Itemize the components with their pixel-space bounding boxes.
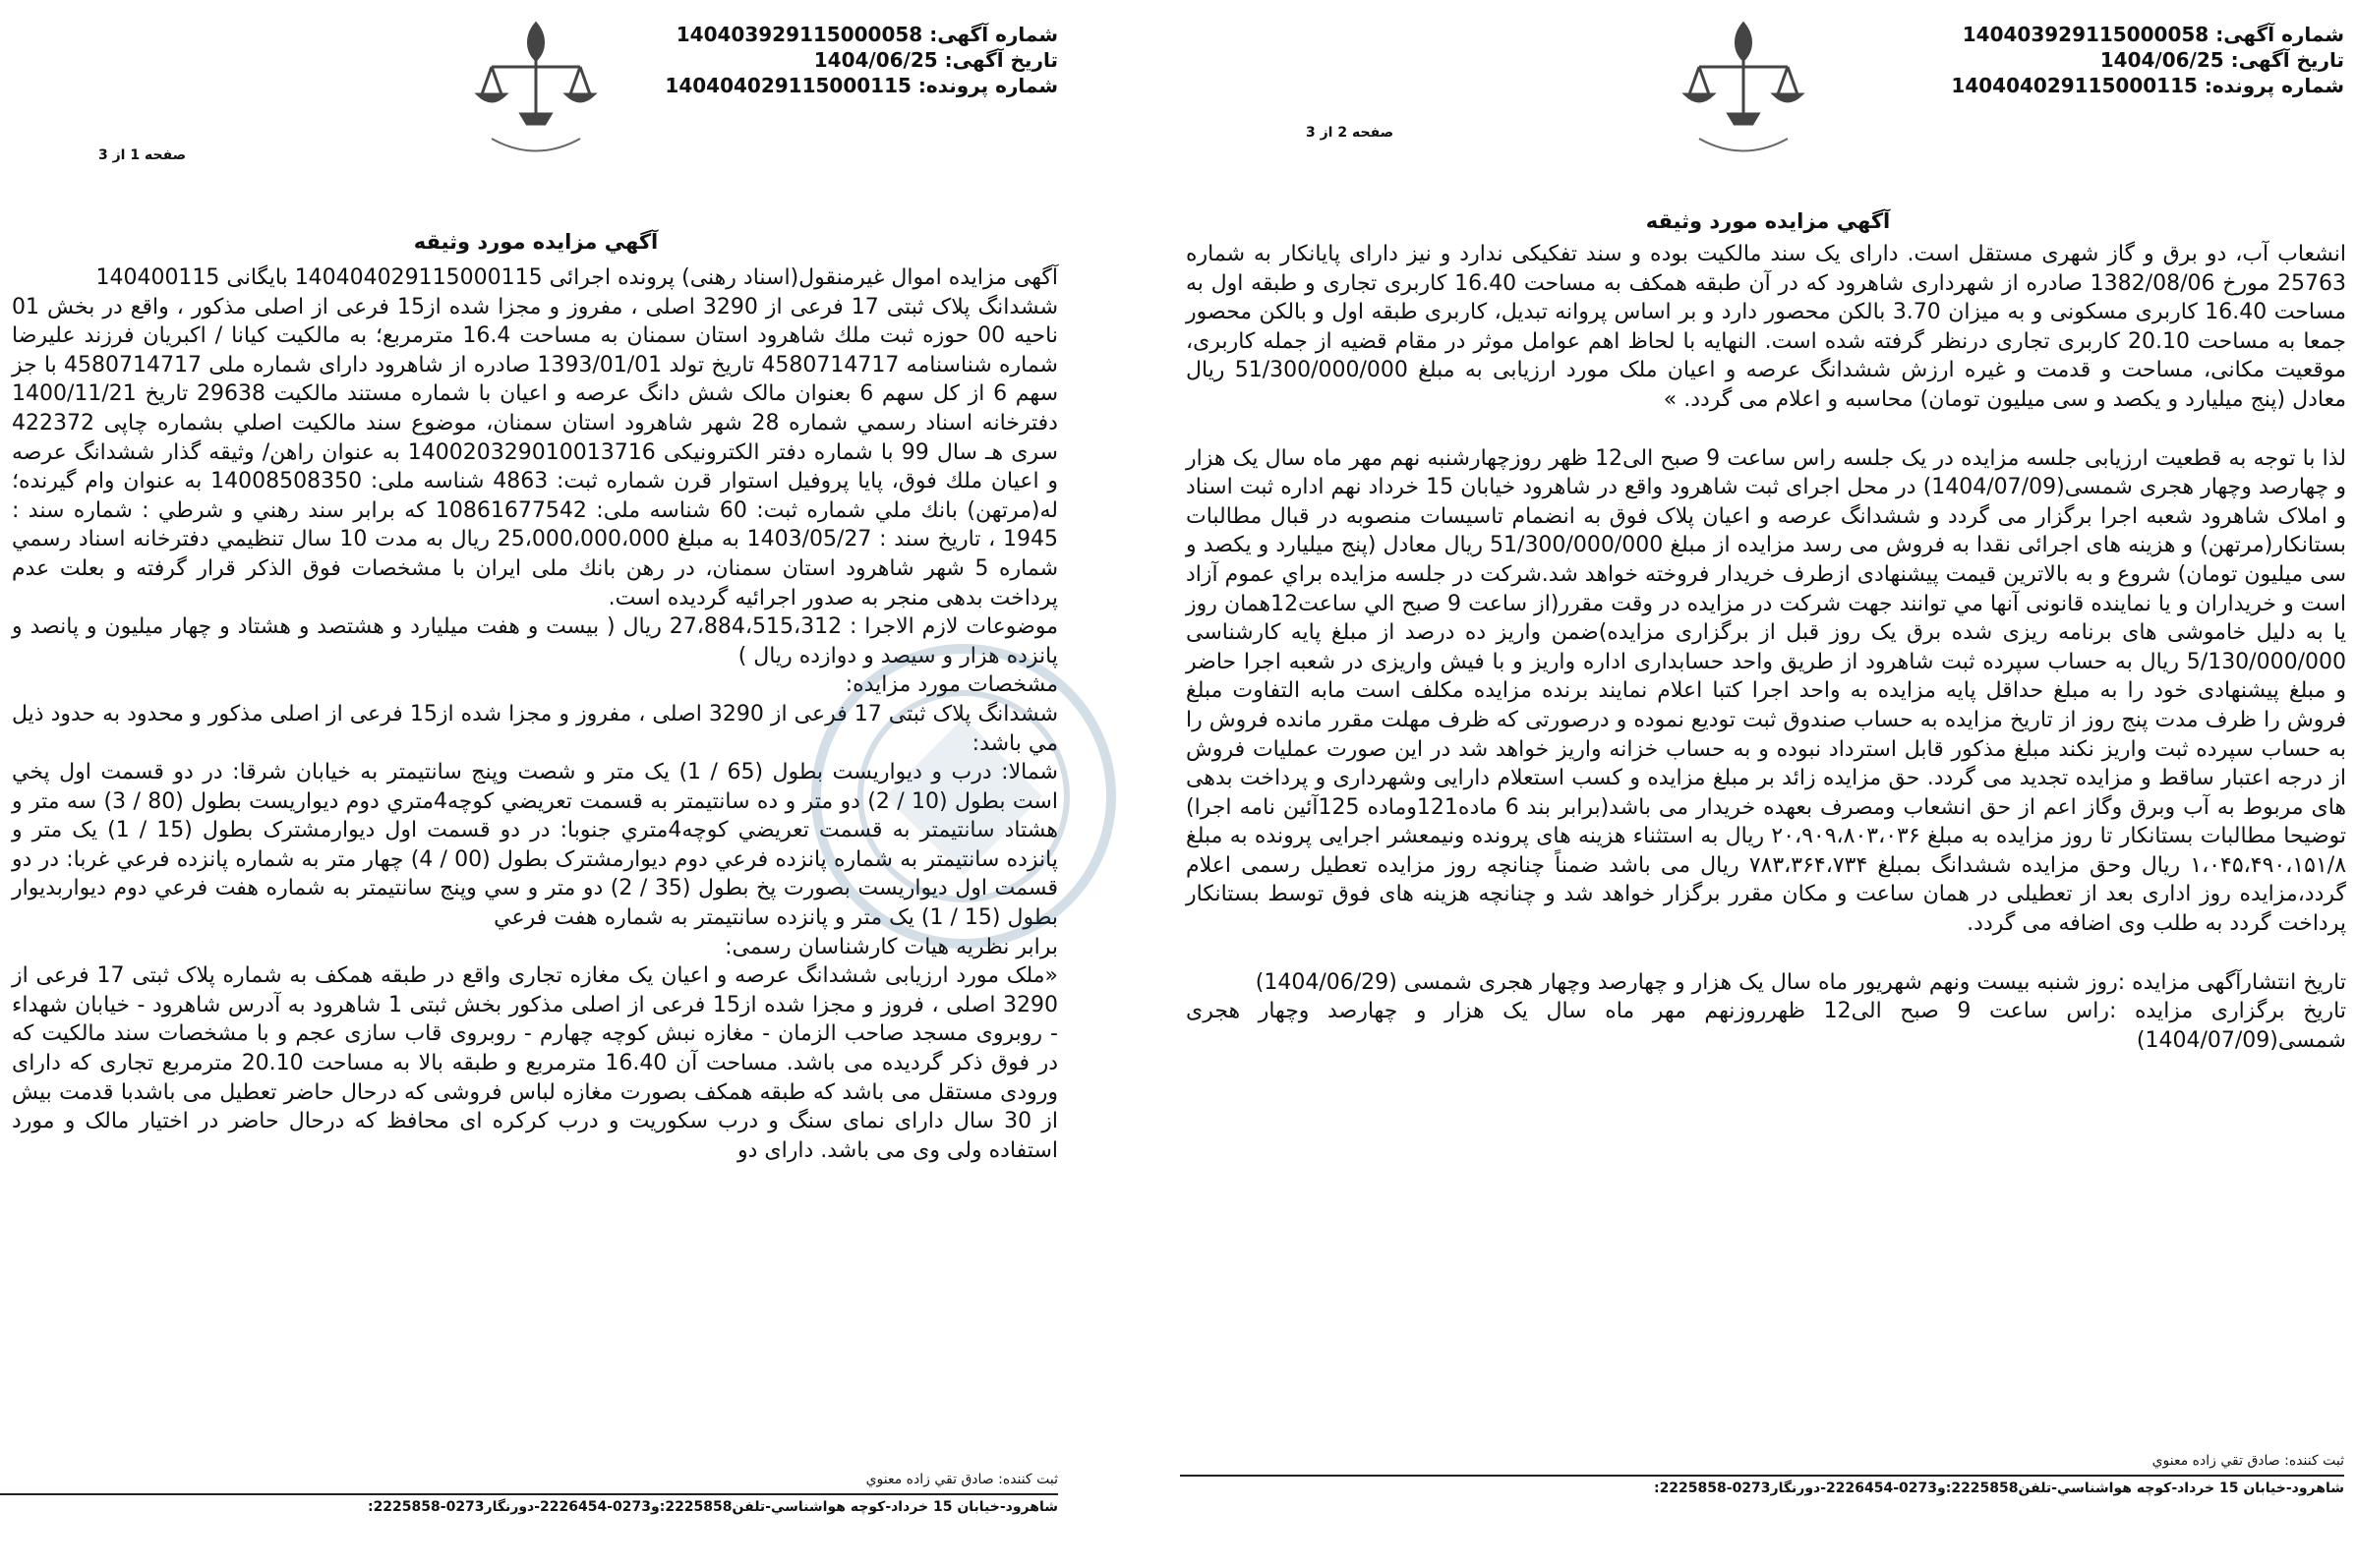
ad-number: 140403929115000058 [676,23,923,46]
judiciary-emblem-icon [1670,6,1817,163]
paragraph: موضوعات لازم الاجرا : 27،884،515،312 ریال ( بیست و هفت میلیارد و هشتصد و هشتاد و چهار میلیون و پانصد و پانزده هزار و سیصد و دوازده ریال ) [12,614,1058,668]
ad-date: 1404/06/25 [813,48,938,72]
ad-number-label: شماره آگهی: [2215,23,2344,46]
page-footer [1180,1451,2344,1498]
file-number-label: شماره پرونده: [2204,74,2344,97]
paragraph: تاریخ برگزاری مزایده :راس ساعت 9 صبح الی12 ظهرروزنهم مهر ماه سال یک هزار و چهارصد وچهار هجری شمسی(1404/07/09) [1186,999,2346,1053]
paragraph: ششدانگ پلاک ثبتی 17 فرعی از 3290 اصلی ، مفروز و مجزا شده از15 فرعی از اصلی مذکور و محدود به حدود ذيل مي باشد: [12,701,1058,756]
ad-date: 1404/06/25 [2099,48,2224,72]
page-number: صفحه 2 از 3 [1306,125,1394,141]
footer-address: شاهرود-خيابان 15 خرداد-کوچه هواشناسي-تلفن2225858:و0273-2226454-دورنگار0273-2225858: [0,1493,1058,1517]
paragraph: لذا با توجه به قطعيت ارزيابی جلسه مزايده در يک جلسه راس ساعت 9 صبح الی12 ظهر روزچهارشنبه نهم مهر ماه سال یک هزار و چهارصد وچهار هجری شمسی(1404/07/09) در محل اجرای ثبت شاهرود واقع در شاهرود خیابان 15 خرداد نهم اداره ثبت اسناد و املاک شاهرود شعبه اجرا برگزار می گردد و ششدانگ عرصه و اعیان پلاک فوق به انضمام تاسیسات منصوبه در قبال مطالبات بستانکار(مرتهن) و هزینه های اجرائی نقدا به فروش می رسد مزایده از مبلغ 51/300/000/000 ریال معادل (پنج میلیارد و یکصد و سی میلیون تومان) شروع و به بالاترین قیمت پیشنهادی ازطرف خریدار فروخته خواهد شد.شرکت در جلسه مزایده براي عموم آزاد است و خريداران و يا نماينده قانونی آنها مي توانند جهت شرکت در مزايده در وقت مقرر(از ساعت 9 صبح الي ساعت12همان روز يا به دليل خاموشی های برنامه ريزی شده برق يک روز قبل از برگزاری مزايده)ضمن واريز ده درصد از مبلغ پايه کارشناسی 5/130/000/000 ريال به حساب سپرده ثبت شاهرود از طريق واحد حسابداری اداره واريز و با فيش واريزی در شعبه اجرا حاضر و مبلغ پيشنهادی خود را به مبلغ حداقل پايه مزايده به واحد اجرا کتبا اعلام نمايند برنده مزايده مکلف است مابه التفاوت مبلغ فروش را ظرف مدت پنج روز از تاريخ مزايده به حساب صندوق ثبت توديع نموده و درصورتی که ظرف مهلت مقرر مانده فروش را به حساب سپرده ثبت واريز نکند مبلغ مذکور قابل استرداد نبوده و به حساب خزانه واريز خواهد شد در اين صورت عمليات فروش از درجه اعتبار ساقط و مزايده تجديد می گردد. حق مزایده زائد بر مبلغ مزایده و کسب استعلام دارایی وشهرداری و پرداخت بدهی های مربوط به آب وبرق وگاز اعم از حق انشعاب ومصرف بعهده خریدار می باشد(برابر بند 6 ماده121وماده 125آئین نامه اجرا) توضیحا مطالبات بستانکار تا روز مزایده به مبلغ ۲۰،۹۰۹،۸۰۳،۰۳۶ ریال به استثناء هزینه های پرونده ونیمعشر اجرایی پرونده به مبلغ ۱،۰۴۵،۴۹۰،۱۵۱/۸ ریال وحق مزایده ششدانگ بمبلغ ۷۸۳،۳۶۴،۷۳۴ ریال می باشد ضمناً چنانچه روز مزایده تعطیل رسمی اعلام گردد،مزایده روز اداری بعد از تعطیلی در همان ساعت و مکان مقرر برگزار خواهد شد و چنانچه هزینه های فوق توسط بستانکار پرداخت گردد به طلب وی اضافه می گردد. [1186,445,2347,937]
file-number: 140404029115000115 [1951,74,2198,97]
notice-body [12,263,1058,1165]
ad-date-label: تاریخ آگهی: [2230,48,2344,72]
paragraph: تاریخ انتشارآگهی مزایده :روز شنبه بیست ونهم شهریور ماه سال یک هزار و چهارصد وچهار هجری شمسی (1404/06/29) [1255,969,2346,995]
file-number-label: شماره پرونده: [917,74,1058,97]
page-number: صفحه 1 از 3 [98,147,187,163]
registrar-label: ثبت كننده: [998,1472,1058,1487]
notice-body [1186,240,2346,1055]
ad-meta [1951,22,2344,98]
judiciary-emblem-icon [462,6,610,163]
ad-date-label: تاریخ آگهی: [944,48,1058,72]
ad-number-label: شماره آگهی: [929,23,1058,46]
ad-number: 140403929115000058 [1962,23,2209,46]
footer-address: شاهرود-خيابان 15 خرداد-کوچه هواشناسي-تلفن2225858:و0273-2226454-دورنگار0273-2225858: [1180,1475,2344,1498]
registrar-name: صادق تقي زاده معنوي [2151,1453,2280,1469]
paragraph: انشعاب آب، دو برق و گاز شهری مستقل است. دارای یک سند مالکیت بوده و سند تفکیکی ندارد و نیز دارای پایانکار به شماره 25763 مورخ 1382/08/06 صادره از شهرداری شاهرود که در آن طبقه همکف به مساحت 16.40 کاربری تجاری و طبقه اول به مساحت 16.40 کاربری مسکونی و به میزان 3.70 بالکن محصور دارد و بر اساس پروانه تبدیل، کاربری طبقه اول و بالکن محصور جمعا به مساحت 20.10 کاربری تجاری درنظر گرفته شده است. النهایه با لحاظ اهم عوامل موثر در مقام قضیه از جمله کاربری، موقعیت مکانی، مساحت و قدمت و غیره ارزش ششدانگ عرصه و اعیان ملک مورد ارزیابی به مبلغ 51/300/000/000 ریال معادل (پنج میلیارد و یکصد و سی میلیون تومان) محاسبه و اعلام می گردد. » [1186,242,2347,412]
paragraph: ششدانگ پلاک ثبتی 17 فرعی از 3290 اصلی ، مفروز و مجزا شده از15 فرعی از اصلی مذکور ، واقع در بخش 01 ناحیه 00 حوزه ثبت ملك شاهرود استان سمنان به مساحت 16.4 مترمربع؛ به مالکیت کیانا / اکبریان فرزند علیرضا شماره شناسنامه 4580714717 تاریخ تولد 1393/01/01 صادره از شاهرود دارای شماره ملی 4580714717 با جز سهم 6 از کل سهم 6 بعنوان مالک شش دانگ عرصه و اعیان با شماره مستند مالکیت 29638 تاریخ 1400/11/21 دفترخانه اسناد رسمي شماره 28 شهر شاهرود استان سمنان، موضوع سند مالكيت اصلي بشماره چاپی 422372 سری هـ سال 99 با شماره دفتر الکترونیکی 140020329010013716 به عنوان راهن/ وثیقه گذار ششدانگ عرصه و اعیان ملك فوق، پایا پروفیل استوار قرن شماره ثبت: 4863 شناسه ملی: 14008508350 به عنوان وام گیرنده؛ له(مرتهن) بانك ملي شماره ثبت: 60 شناسه ملی: 10861677542 كه برابر سند رهني و شرطي : شماره سند : 1945 ، تاريخ سند : 1403/05/27 به مبلغ 25،000،000،000 ريال به مدت 10 سال تنظيمي دفترخانه اسناد رسمي شماره 5 شهر شاهرود استان سمنان، در رهن بانك ملی ایران با مشخصات فوق الذكر قرار گرفته و بعلت عدم پرداخت بدهی منجر به صدور اجرائیه گردیده است. [12,294,1059,610]
page-title: آگهي مزايده مورد وثيقه [1645,209,1891,233]
ad-meta [665,22,1058,98]
page-footer [0,1470,1058,1517]
paragraph: آگهی مزایده اموال غیرمنقول(اسناد رهنی) پرونده اجرائی 140404029115000115 بایگانی 140400115 [95,265,1058,290]
page-2 [1180,0,2356,1568]
paragraph: «ملک مورد ارزیابی ششدانگ عرصه و اعیان یک مغازه تجاری واقع در طبقه همکف به شماره پلاک ثبتی 17 فرعی از 3290 اصلی ، فروز و مجزا شده از15 فرعی از اصلی مذکور بخش ثبتی 1 شاهرود به آدرس شاهرود - خیابان شهداء - روبروی مسجد صاحب الزمان - مغازه نبش کوچه چهارم - روبروی قاب سازی عجم و با مشخصات سند مالکیت که در فوق ذکر گردیده می باشد. مساحت آن 16.40 مترمربع و طبقه بالا به مساحت 20.10 مترمربع تجاری که دارای ورودی مستقل می باشد که طبقه همکف بصورت مغازه لباس فروشی که درحال حاضر تعطیل می باشدبا قدمت بیش از 30 سال دارای نمای سنگ و درب سکوریت و درب کرکره ای محافظ که درحال حاضر در اختیار مالک و مورد استفاده ولی وی می باشد. دارای دو [12,963,1059,1163]
file-number: 140404029115000115 [665,74,912,97]
paragraph: برابر نظریه هیات کارشناسان رسمی: [725,934,1058,959]
registrar-label: ثبت كننده: [2284,1453,2344,1469]
page-1 [0,0,1072,1568]
paragraph: مشخصات مورد مزایده: [845,672,1058,698]
paragraph-gap [1186,415,2346,444]
page-title: آگهي مزايده مورد وثيقه [413,230,659,254]
paragraph-gap [1186,939,2346,968]
paragraph: شمالا: درب و ديواريست بطول (65 / 1) يک متر و شصت وپنج سانتيمتر به خيابان شرقا: در دو قسمت اول پخي است بطول (10 / 2) دو متر و ده سانتيمتر به قسمت تعريضي کوچه4متري دوم ديواريست بطول (80 / 3) سه متر و هشتاد سانتيمتر به قسمت تعريضي کوچه4متري جنوبا: در دو قسمت اول ديوارمشترک بطول (15 / 1) يک متر و پانزده سانتيمتر به شماره پانزده فرعي دوم ديوارمشترک بطول (00 / 4) چهار متر به شماره پانزده فرعي غربا: در دو قسمت اول ديواريست بصورت پخ بطول (35 / 2) دو متر و سي وپنج سانتيمتر به شماره هفت فرعي دوم ديواربديوار بطول (15 / 1) يک متر و پانزده سانتيمتر به شماره هفت فرعي [12,760,1058,931]
registrar-name: صادق تقي زاده معنوي [865,1472,994,1487]
